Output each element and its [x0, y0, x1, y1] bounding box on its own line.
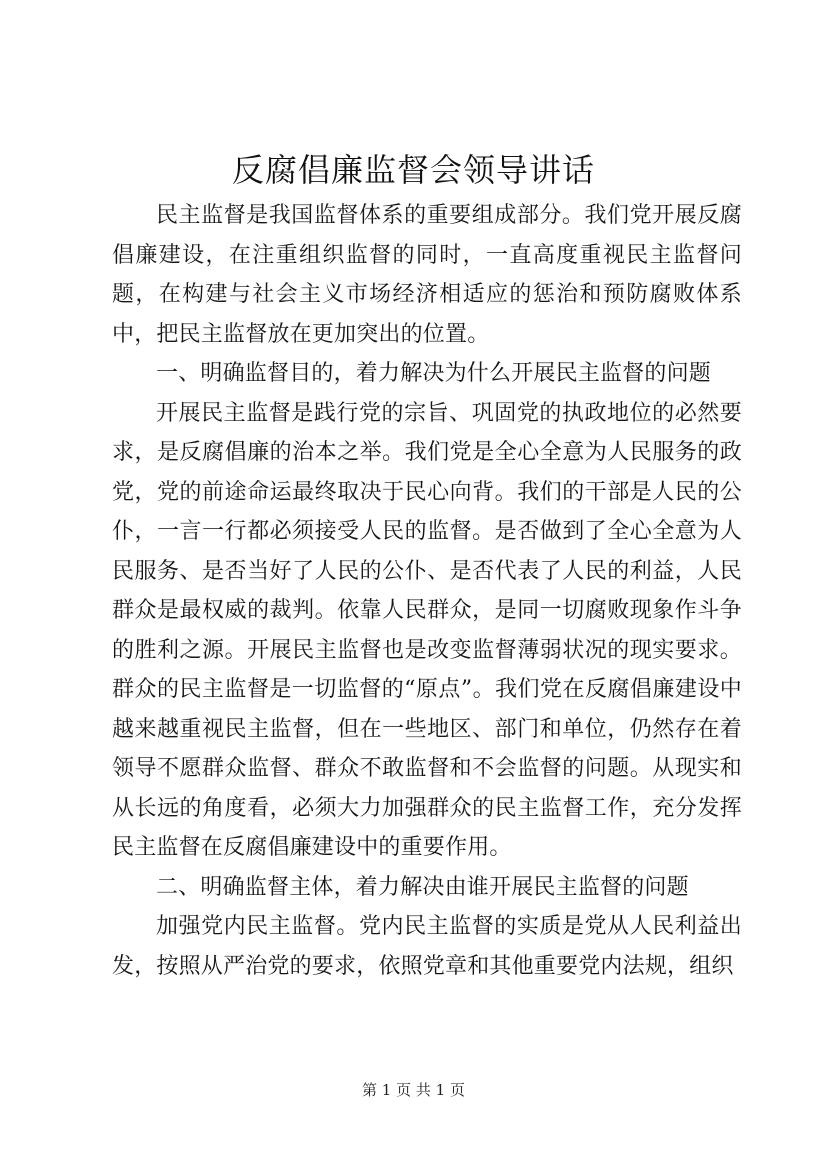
paragraph-section-2: 加强党内民主监督。党内民主监督的实质是党从人民利益出发，按照从严治党的要求，依照党章和其他重要党内法规，组织 — [112, 914, 742, 979]
document-body — [112, 196, 742, 986]
document-title: 反腐倡廉监督会领导讲话 — [231, 151, 595, 189]
page-number-footer: 第 1 页 共 1 页 — [362, 1081, 465, 1099]
section-heading-2: 二、明确监督主体，着力解决由谁开展民主监督的问题 — [156, 874, 689, 900]
section-heading-1: 一、明确监督目的，着力解决为什么开展民主监督的问题 — [156, 361, 712, 386]
paragraph-intro: 民主监督是我国监督体系的重要组成部分。我们党开展反腐倡廉建设，在注重组织监督的同时，一直高度重视民主监督问题，在构建与社会主义市场经济相适应的惩治和预防腐败体系中，把民主监督放在更加突出的位置。 — [112, 203, 742, 347]
paragraph-section-1: 开展民主监督是践行党的宗旨、巩固党的执政地位的必然要求，是反腐倡廉的治本之举。我们党是全心全意为人民服务的政党，党的前途命运最终取决于民心向背。我们的干部是人民的公仆，一言一行都必须接受人民的监督。是否做到了全心全意为人民服务、是否当好了人民的公仆、是否代表了人民的利益，人民群众是最权威的裁判。依靠人民群众，是同一切腐败现象作斗争的胜利之源。开展民主监督也是改变监督薄弱状况的现实要求。群众的民主监督是一切监督的“原点”。我们党在反腐倡廉建设中越来越重视民主监督，但在一些地区、部门和单位，仍然存在着领导不愿群众监督、群众不敢监督和不会监督的问题。从现实和从长远的角度看，必须大力加强群众的民主监督工作，充分发挥民主监督在反腐倡廉建设中的重要作用。 — [112, 400, 742, 860]
